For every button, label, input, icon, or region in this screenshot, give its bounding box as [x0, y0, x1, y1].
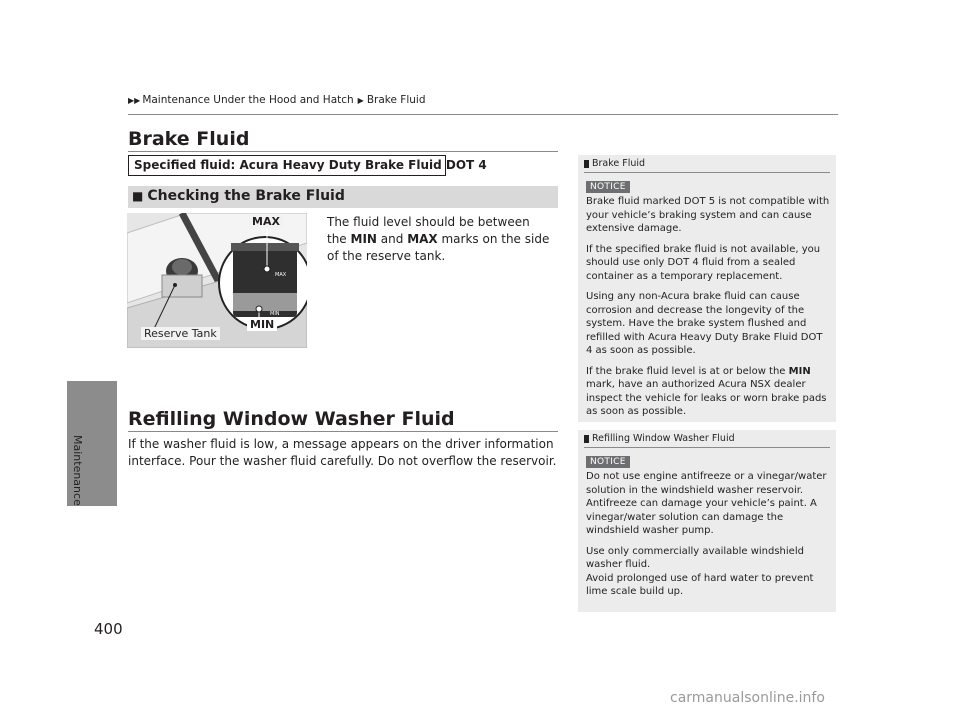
figure-label-reserve-tank: Reserve Tank [141, 327, 220, 340]
figure-label-min: MIN [247, 318, 277, 331]
notice-badge: NOTICE [586, 181, 630, 193]
note-body [578, 470, 836, 599]
note-header [578, 430, 836, 444]
note-paragraph: Avoid prolonged use of hard water to prevent lime scale build up. [586, 572, 814, 597]
note-paragraph [586, 365, 830, 419]
text-run: If the brake fluid level is at or below the [586, 365, 789, 377]
breadcrumb-part2: Brake Fluid [366, 94, 426, 106]
breadcrumb [128, 94, 425, 106]
note-title: Brake Fluid [592, 158, 646, 169]
note-paragraph: Do not use engine antifreeze or a vinegar/water solution in the windshield washer reservoir. Antifreeze can damage your vehicle’s paint. A vinegar/water solution can damage the windshield washer pump. [586, 471, 827, 536]
figure-label-max: MAX [249, 215, 283, 228]
max-emphasis: MAX [407, 232, 438, 246]
breadcrumb-arrow-icon: ▶▶ [128, 95, 141, 105]
text-run: marks on the side of the reserve tank. [327, 232, 550, 263]
note-washer-fluid [578, 430, 836, 612]
text-run: and [376, 232, 408, 246]
note-divider [584, 447, 830, 448]
note-brake-fluid [578, 155, 836, 422]
note-body [578, 195, 836, 419]
note-paragraph: Brake fluid marked DOT 5 is not compatible with your vehicle’s braking system and can cause extensive damage. [586, 196, 830, 234]
note-header [578, 155, 836, 169]
note-title: Refilling Window Washer Fluid [592, 433, 735, 444]
section-divider [128, 431, 558, 432]
subheading-checking-brake-fluid [128, 186, 558, 208]
square-bullet-icon: ■ [132, 189, 144, 203]
min-emphasis: MIN [350, 232, 377, 246]
subheading-text: Checking the Brake Fluid [147, 188, 345, 204]
note-divider [584, 172, 830, 173]
note-paragraph: Use only commercially available windshield washer fluid. [586, 545, 804, 570]
text-run: The fluid level should be between the [327, 215, 530, 246]
watermark-text: carmanualsonline.info [670, 690, 825, 706]
washer-paragraph: If the washer fluid is low, a message appears on the driver information interface. Pour the washer fluid carefully. Do not overflow the reservoir. [128, 437, 557, 468]
page-number: 400 [94, 620, 123, 638]
note-marker-icon [584, 160, 589, 168]
specified-fluid-box: Specified fluid: Acura Heavy Duty Brake Fluid DOT 4 [128, 155, 446, 176]
note-paragraph: Using any non-Acura brake fluid can cause corrosion and decrease the longevity of the system. Have the brake system flushed and refilled with Acura Heavy Duty Brake Fluid DOT 4 as soon as possible. [586, 291, 823, 356]
section-divider [128, 151, 558, 152]
tank-min-mark: MIN [270, 311, 280, 317]
tank-max-mark: MAX [275, 272, 287, 278]
chapter-label: Maintenance [71, 435, 84, 506]
text-run: mark, have an authorized Acura NSX dealer inspect the vehicle for leaks or worn brake pads as soon as possible. [586, 379, 827, 417]
header-divider [128, 114, 838, 115]
breadcrumb-part1: Maintenance Under the Hood and Hatch [142, 94, 354, 106]
brake-reservoir-illustration [127, 213, 307, 348]
note-marker-icon [584, 435, 589, 443]
min-emphasis: MIN [788, 365, 811, 377]
note-paragraph: If the specified brake fluid is not available, you should use only DOT 4 fluid from a sealed container as a temporary replacement. [586, 243, 821, 282]
section-title-refilling-washer: Refilling Window Washer Fluid [128, 408, 455, 430]
brake-level-paragraph [327, 214, 552, 265]
breadcrumb-arrow-icon: ▶ [357, 95, 364, 105]
notice-badge: NOTICE [586, 456, 630, 468]
section-title-brake-fluid: Brake Fluid [128, 128, 250, 150]
